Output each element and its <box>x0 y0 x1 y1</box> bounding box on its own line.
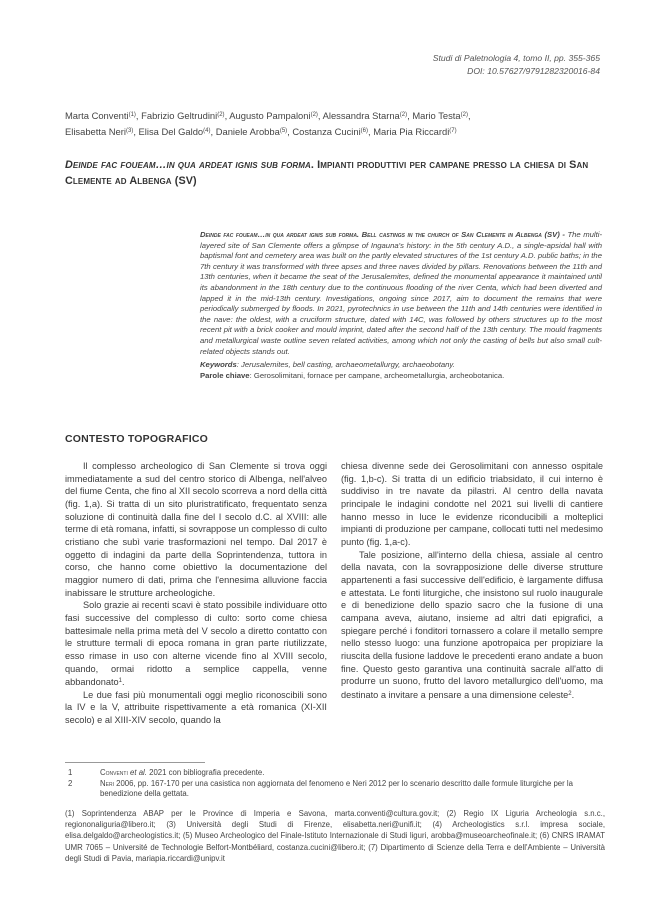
author: Fabrizio Geltrudini$^{(2)}$, <box>141 110 230 121</box>
footnote-ref[interactable]: 1 <box>118 678 122 685</box>
abstract-title: Deinde fac foueam…in qua ardeat ignis sub forma. Bell castings in the church of San Clemente in Albenga (SV) - <box>200 230 565 239</box>
author: Daniele Arobba$^{(5)}$, <box>215 125 293 137</box>
footnote: 1 Conventi et al. 2021 con bibliografia precedente. <box>65 768 605 779</box>
title-italian: . Impianti produttivi per campane presso la chiesa di San Clemente ad Albenga (SV) <box>65 159 589 187</box>
body-column-right <box>341 460 603 701</box>
author: Mario Testa$^{(2)}$, <box>412 110 471 121</box>
author: Elisa Del Galdo$^{(4)}$, <box>138 125 216 137</box>
footnote-number: 1 <box>68 768 73 777</box>
footnote-ref[interactable]: 2 <box>568 690 572 697</box>
paragraph: chiesa divenne sede dei Gerosolimitani con annesso ospitale (fig. 1,b-c). Si tratta di un edificio triabsidato, il cui interno è suddiviso in tre navate da pilastri. Al centro della navata principale le indagini condotte nel 2021 sui livelli di cantiere hanno messo in luce le evidenze riconducibili a molteplici impianti di produzione per campane, collocati tutti nel medesimo punto (fig. 1,a-c). <box>341 461 603 547</box>
parole-chiave <box>200 371 602 382</box>
keywords <box>200 360 602 371</box>
footnote-divider <box>65 762 205 763</box>
title-latin: Deinde fac foueam…in qua ardeat ignis sub forma <box>65 159 311 171</box>
paragraph: Il complesso archeologico di San Clemente si trova oggi immediatamente a sud del centro storico di Albenga, nell'alveo del fiume Centa, che fino al XII secolo scorreva a nord della città (fig. 1,a). Si tratta di un sito pluristratificato, frequentato senza soluzione di continuità dalla fine del I secolo d.C. al XVIII: alle terme di età romana, infatti, si sovrappose un complesso di culto cristiano che subì varie trasformazioni nel tempo. Dal 2017 è oggetto di indagini da parte della Soprintendenza, tuttora in corso, che hanno come obiettivo la documentazione del maggior numero di dati, prima che l'ennesima alluvione faccia inabissare le strutture archeologiche. <box>65 461 327 598</box>
footnotes <box>65 768 605 800</box>
paragraph: Tale posizione, all'interno della chiesa, assiale al centro della navata, con la sovrapposizione delle diverse strutture appartenenti a fasi successive dell'edificio, è largamente diffusa e attestata. Le fonti liturgiche, che insistono sul ruolo inaugurale e di benedizione dello spazio sacro che la fusione di una campana aveva, aiutano, insieme ad altri dati epigrafici, a spiegare perché i fonditori tornassero a colare il metallo sempre nello stesso luogo: una funzione apotropaica per propiziare la riuscita della fusione laddove le precedenti erano andate a buon fine. Questo gesto garantiva una continuità sacrale all'atto di produrre un suono, frutto del lavoro metallurgico dell'uomo, ma destinato a invitare a pensare a una dimensione celeste$^2$. <box>341 549 603 700</box>
abstract-body: The multi-layered site of San Clemente offers a glimpse of Ingauna's history: in the 5th century A.D., a single-apsidal hall with baptismal font and cemetery area was built on the partly elevated structures of the 1st century A.D. public baths; in the 7th century it was transformed with three apses and three naves divided by pillars. Renovations between the 11th and 13th centuries, when it became the seat of the Jerusalemites, defined the monumental appearance it maintained until its abandonment in the 18th century due to the continuous flooding of the river Centa, which had been diverted and lapped it in the mid-13th century. Investigations, ongoing since 2017, aim to document the remains that were periodically submerged by floods. In 2021, pyrotechnics in use between the 11th and 14th centuries were identified in the nave: the oldest, with a cruciform structure, dated with 14C, was followed by others structures up to the most recent pit with a brick cooker and mould imprint, dated after the second half of the 13th century. The mould fragments and metallurgical waste outline seven related activities, among which not only the casting of bells but also small cult-related objects stands out. <box>200 230 603 356</box>
abstract <box>200 230 602 381</box>
journal-header <box>300 52 600 77</box>
keywords-text: : Jerusalemites, bell casting, archaeometallurgy, archaeobotany. <box>236 360 455 370</box>
journal-citation: Studi di Paletnologia 4, tomo II, pp. 355-365 <box>432 53 600 63</box>
section-heading: CONTESTO TOPOGRAFICO <box>65 433 209 445</box>
author: Maria Pia Riccardi$^{(7)}$ <box>373 125 457 137</box>
author: Augusto Pampaloni$^{(2)}$, <box>229 110 323 121</box>
author: Alessandra Starna$^{(2)}$, <box>322 110 413 121</box>
doi: DOI: 10.57627/9791282320016-84 <box>467 65 600 76</box>
parole-chiave-text: : Gerosolimitani, fornace per campane, archeometallurgia, archeobotanica. <box>249 370 505 380</box>
affiliations: (1) Soprintendenza ABAP per le Province di Imperia e Savona, marta.conventi@cultura.gov.it; (2) Regio IX Liguria Archeologia s.n.c., regiononaliguria@libero.it; (3) Università degli Studi di Firenze, elisabetta.neri@unifi.it; (4) Archeologistics s.r.l. impresa sociale, elisa.delgaldo@archeologistics.it; (5) Museo Archeologico del Finale-Istituto Internazionale di Studi liguri, arobba@museoarcheofinale.it; (6) CNRS IRAMAT UMR 7065 – Université de Technologie Belfort-Montbéliard, costanza.cucini@libero.it; (7) Dipartimento di Scienze della Terra e dell'Ambiente – Università degli Studi di Pavia, mariapia.riccardi@unipv.it <box>65 809 605 863</box>
body-column-left <box>65 460 327 727</box>
parole-chiave-label: Parole chiave <box>200 370 250 380</box>
keywords-label: Keywords <box>200 360 237 370</box>
paragraph: Solo grazie ai recenti scavi è stato possibile individuare otto fasi successive del complesso di culto: sorto come chiesa battesimale nella prima metà del V secolo a diretto contatto con le strutture termali di epoca romana in gran parte riutilizzate, esso rimase in uso con alterne vicende fino al XVIII secolo, quando, ormai ridotto a semplice cappella, venne abbandonato$^1$. <box>65 600 327 688</box>
footnote: 2 Neri 2006, pp. 167-170 per una casistica non aggiornata del fenomeno e Neri 2012 per lo scenario descritto dalle formule liturgiche per la benedizione della gettata. <box>65 779 605 800</box>
author: Marta Conventi$^{(1)}$, <box>65 110 142 121</box>
footnote-number: 2 <box>68 778 73 788</box>
author-list <box>65 108 605 139</box>
author: Costanza Cucini$^{(6)}$, <box>292 125 374 137</box>
paper-title <box>65 158 595 189</box>
abstract-text <box>200 230 602 357</box>
paragraph: Le due fasi più monumentali oggi meglio riconoscibili sono la IV e la V, attribuite rispettivamente a età romanica (XI-XII secolo) e al XIII-XIV secolo, quando la <box>65 689 327 726</box>
author: Elisabetta Neri$^{(3)}$, <box>65 125 139 137</box>
